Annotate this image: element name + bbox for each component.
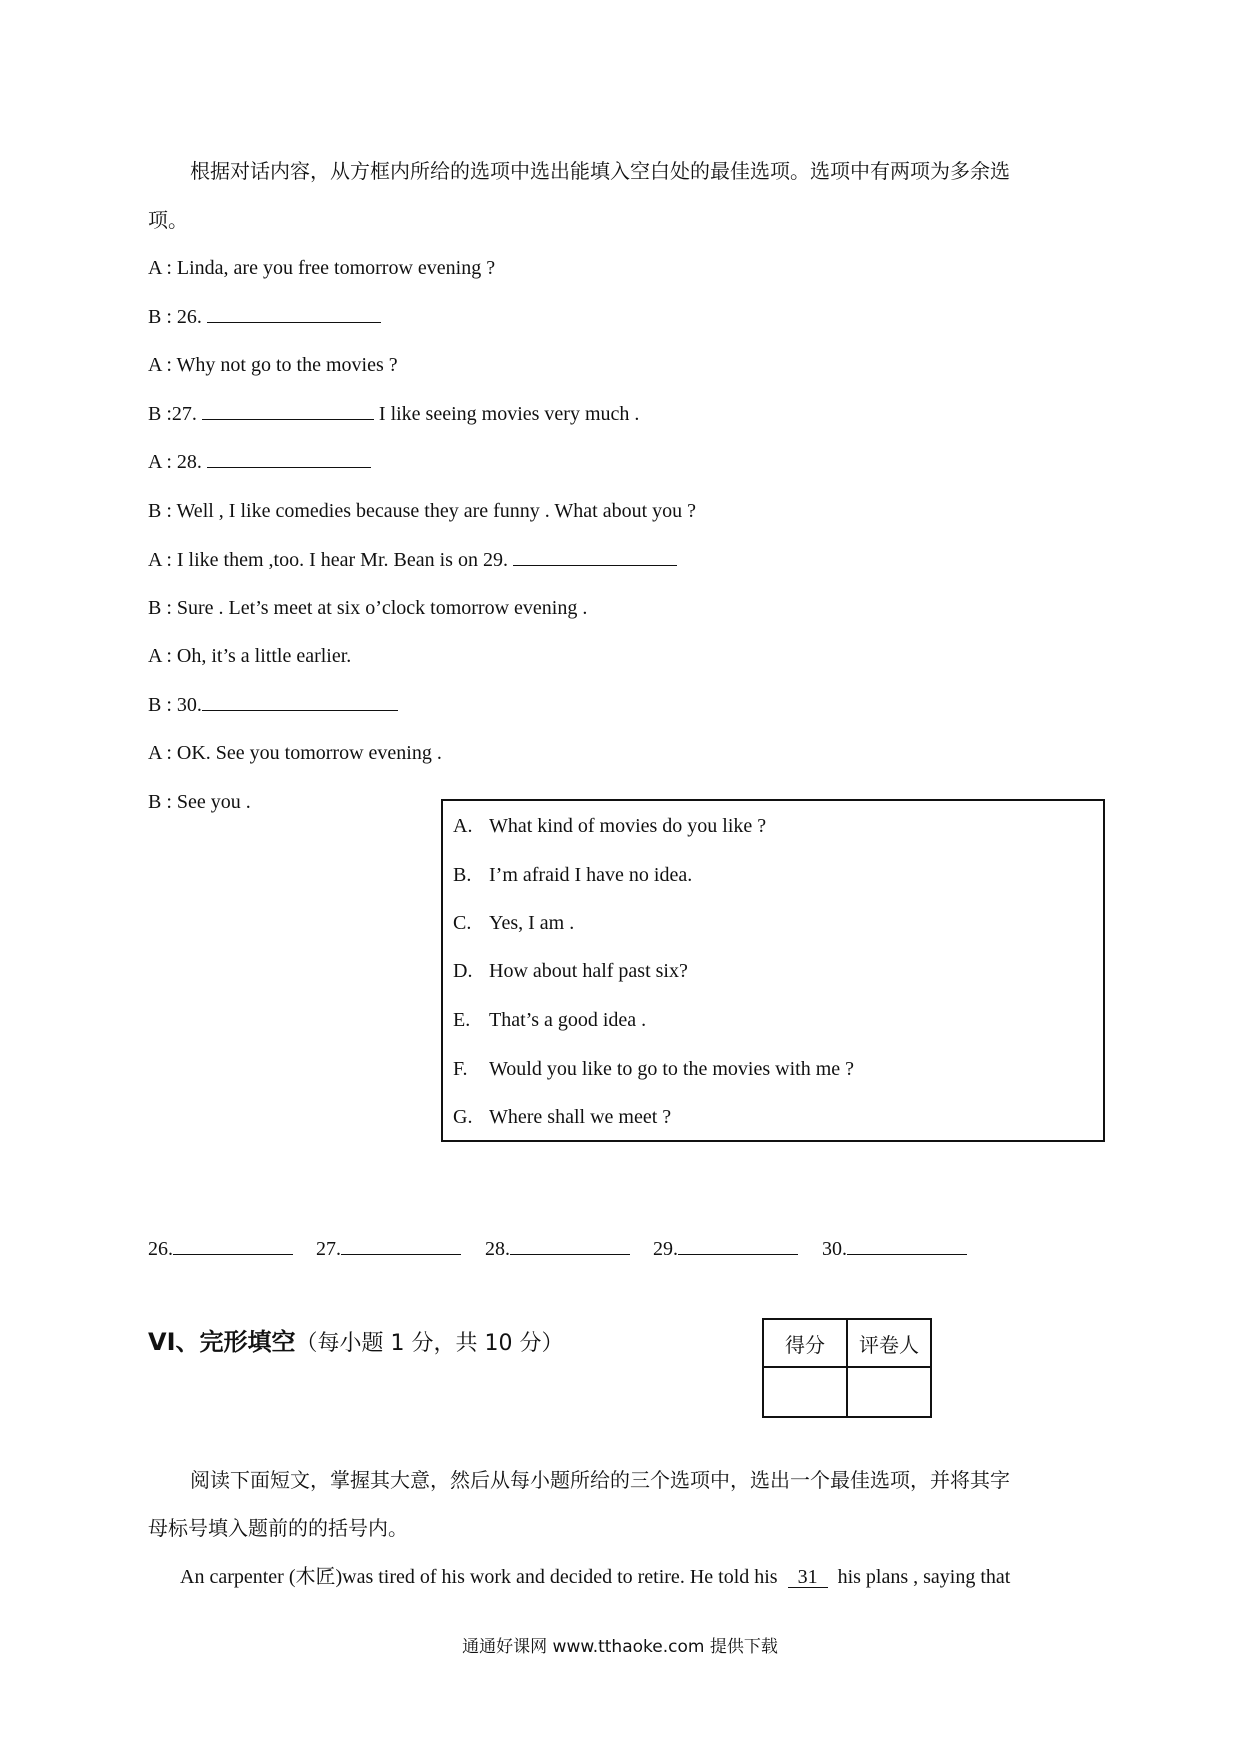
options-box bbox=[441, 799, 1105, 1142]
answer-blank[interactable] bbox=[173, 1236, 293, 1255]
answer-blank[interactable] bbox=[207, 308, 381, 323]
dialogue-line-3: A : Why not go to the movies ? bbox=[148, 354, 398, 376]
option-d: D. How about half past six? bbox=[453, 960, 688, 982]
instruction-line-2: 项。 bbox=[148, 208, 188, 232]
answer-26: 26. bbox=[148, 1236, 293, 1259]
answer-blank[interactable] bbox=[202, 696, 398, 711]
option-c: C. Yes, I am . bbox=[453, 912, 575, 934]
dialogue-line-9: A : Oh, it’s a little earlier. bbox=[148, 645, 352, 667]
option-b: B. I’m afraid I have no idea. bbox=[453, 864, 693, 886]
answer-blank[interactable] bbox=[341, 1236, 461, 1255]
score-table bbox=[762, 1318, 932, 1418]
footer: 通通好课网 www.tthaoke.com 提供下载 bbox=[462, 1637, 778, 1657]
section-subtitle: （每小题 1 分，共 10 分） bbox=[295, 1331, 564, 1356]
answer-blank[interactable] bbox=[510, 1236, 630, 1255]
dialogue-line-4: B :27. I like seeing movies very much . bbox=[148, 403, 640, 425]
option-e: E. That’s a good idea . bbox=[453, 1009, 647, 1031]
dialogue-line-2: B : 26. bbox=[148, 307, 381, 327]
grader-header: 评卷人 bbox=[847, 1319, 931, 1367]
dialogue-line-5: A : 28. bbox=[148, 452, 371, 472]
blank-31[interactable]: 31 bbox=[788, 1567, 828, 1588]
section-title: VI、完形填空（每小题 1 分，共 10 分） bbox=[148, 1328, 564, 1356]
answer-27: 27. bbox=[316, 1236, 461, 1259]
answer-blank[interactable] bbox=[847, 1236, 967, 1255]
answer-blank[interactable] bbox=[202, 405, 374, 420]
reading-instruction-line-2: 母标号填入题前的的括号内。 bbox=[148, 1516, 408, 1540]
answer-29: 29. bbox=[653, 1236, 798, 1259]
dialogue-line-8: B : Sure . Let’s meet at six o’clock tomorrow evening . bbox=[148, 597, 588, 619]
dialogue-line-6: B : Well , I like comedies because they are funny . What about you ? bbox=[148, 500, 697, 522]
score-header: 得分 bbox=[763, 1319, 847, 1367]
instruction-line-1: 根据对话内容，从方框内所给的选项中选出能填入空白处的最佳选项。选项中有两项为多余选 bbox=[190, 159, 1010, 183]
dialogue-line-12: B : See you . bbox=[148, 791, 251, 813]
option-f: F. Would you like to go to the movies with me ? bbox=[453, 1058, 855, 1080]
answer-blank[interactable] bbox=[513, 551, 677, 566]
dialogue-line-1: A : Linda, are you free tomorrow evening ? bbox=[148, 257, 496, 279]
answer-28: 28. bbox=[485, 1236, 630, 1259]
passage-line-1: An carpenter (木匠)was tired of his work and decided to retire. He told his 31 his plans , saying that bbox=[180, 1566, 1011, 1588]
grader-cell[interactable] bbox=[847, 1367, 931, 1417]
reading-instruction-line-1: 阅读下面短文，掌握其大意，然后从每小题所给的三个选项中，选出一个最佳选项，并将其字 bbox=[190, 1468, 1010, 1492]
dialogue-line-10: B : 30. bbox=[148, 695, 398, 715]
dialogue-line-11: A : OK. See you tomorrow evening . bbox=[148, 742, 442, 764]
dialogue-line-7: A : I like them ,too. I hear Mr. Bean is on 29. bbox=[148, 550, 677, 570]
answer-30: 30. bbox=[822, 1236, 967, 1259]
score-cell[interactable] bbox=[763, 1367, 847, 1417]
answer-blank[interactable] bbox=[678, 1236, 798, 1255]
answer-blank[interactable] bbox=[207, 453, 371, 468]
option-a: A. What kind of movies do you like ? bbox=[453, 815, 767, 837]
option-g: G. Where shall we meet ? bbox=[453, 1106, 672, 1128]
